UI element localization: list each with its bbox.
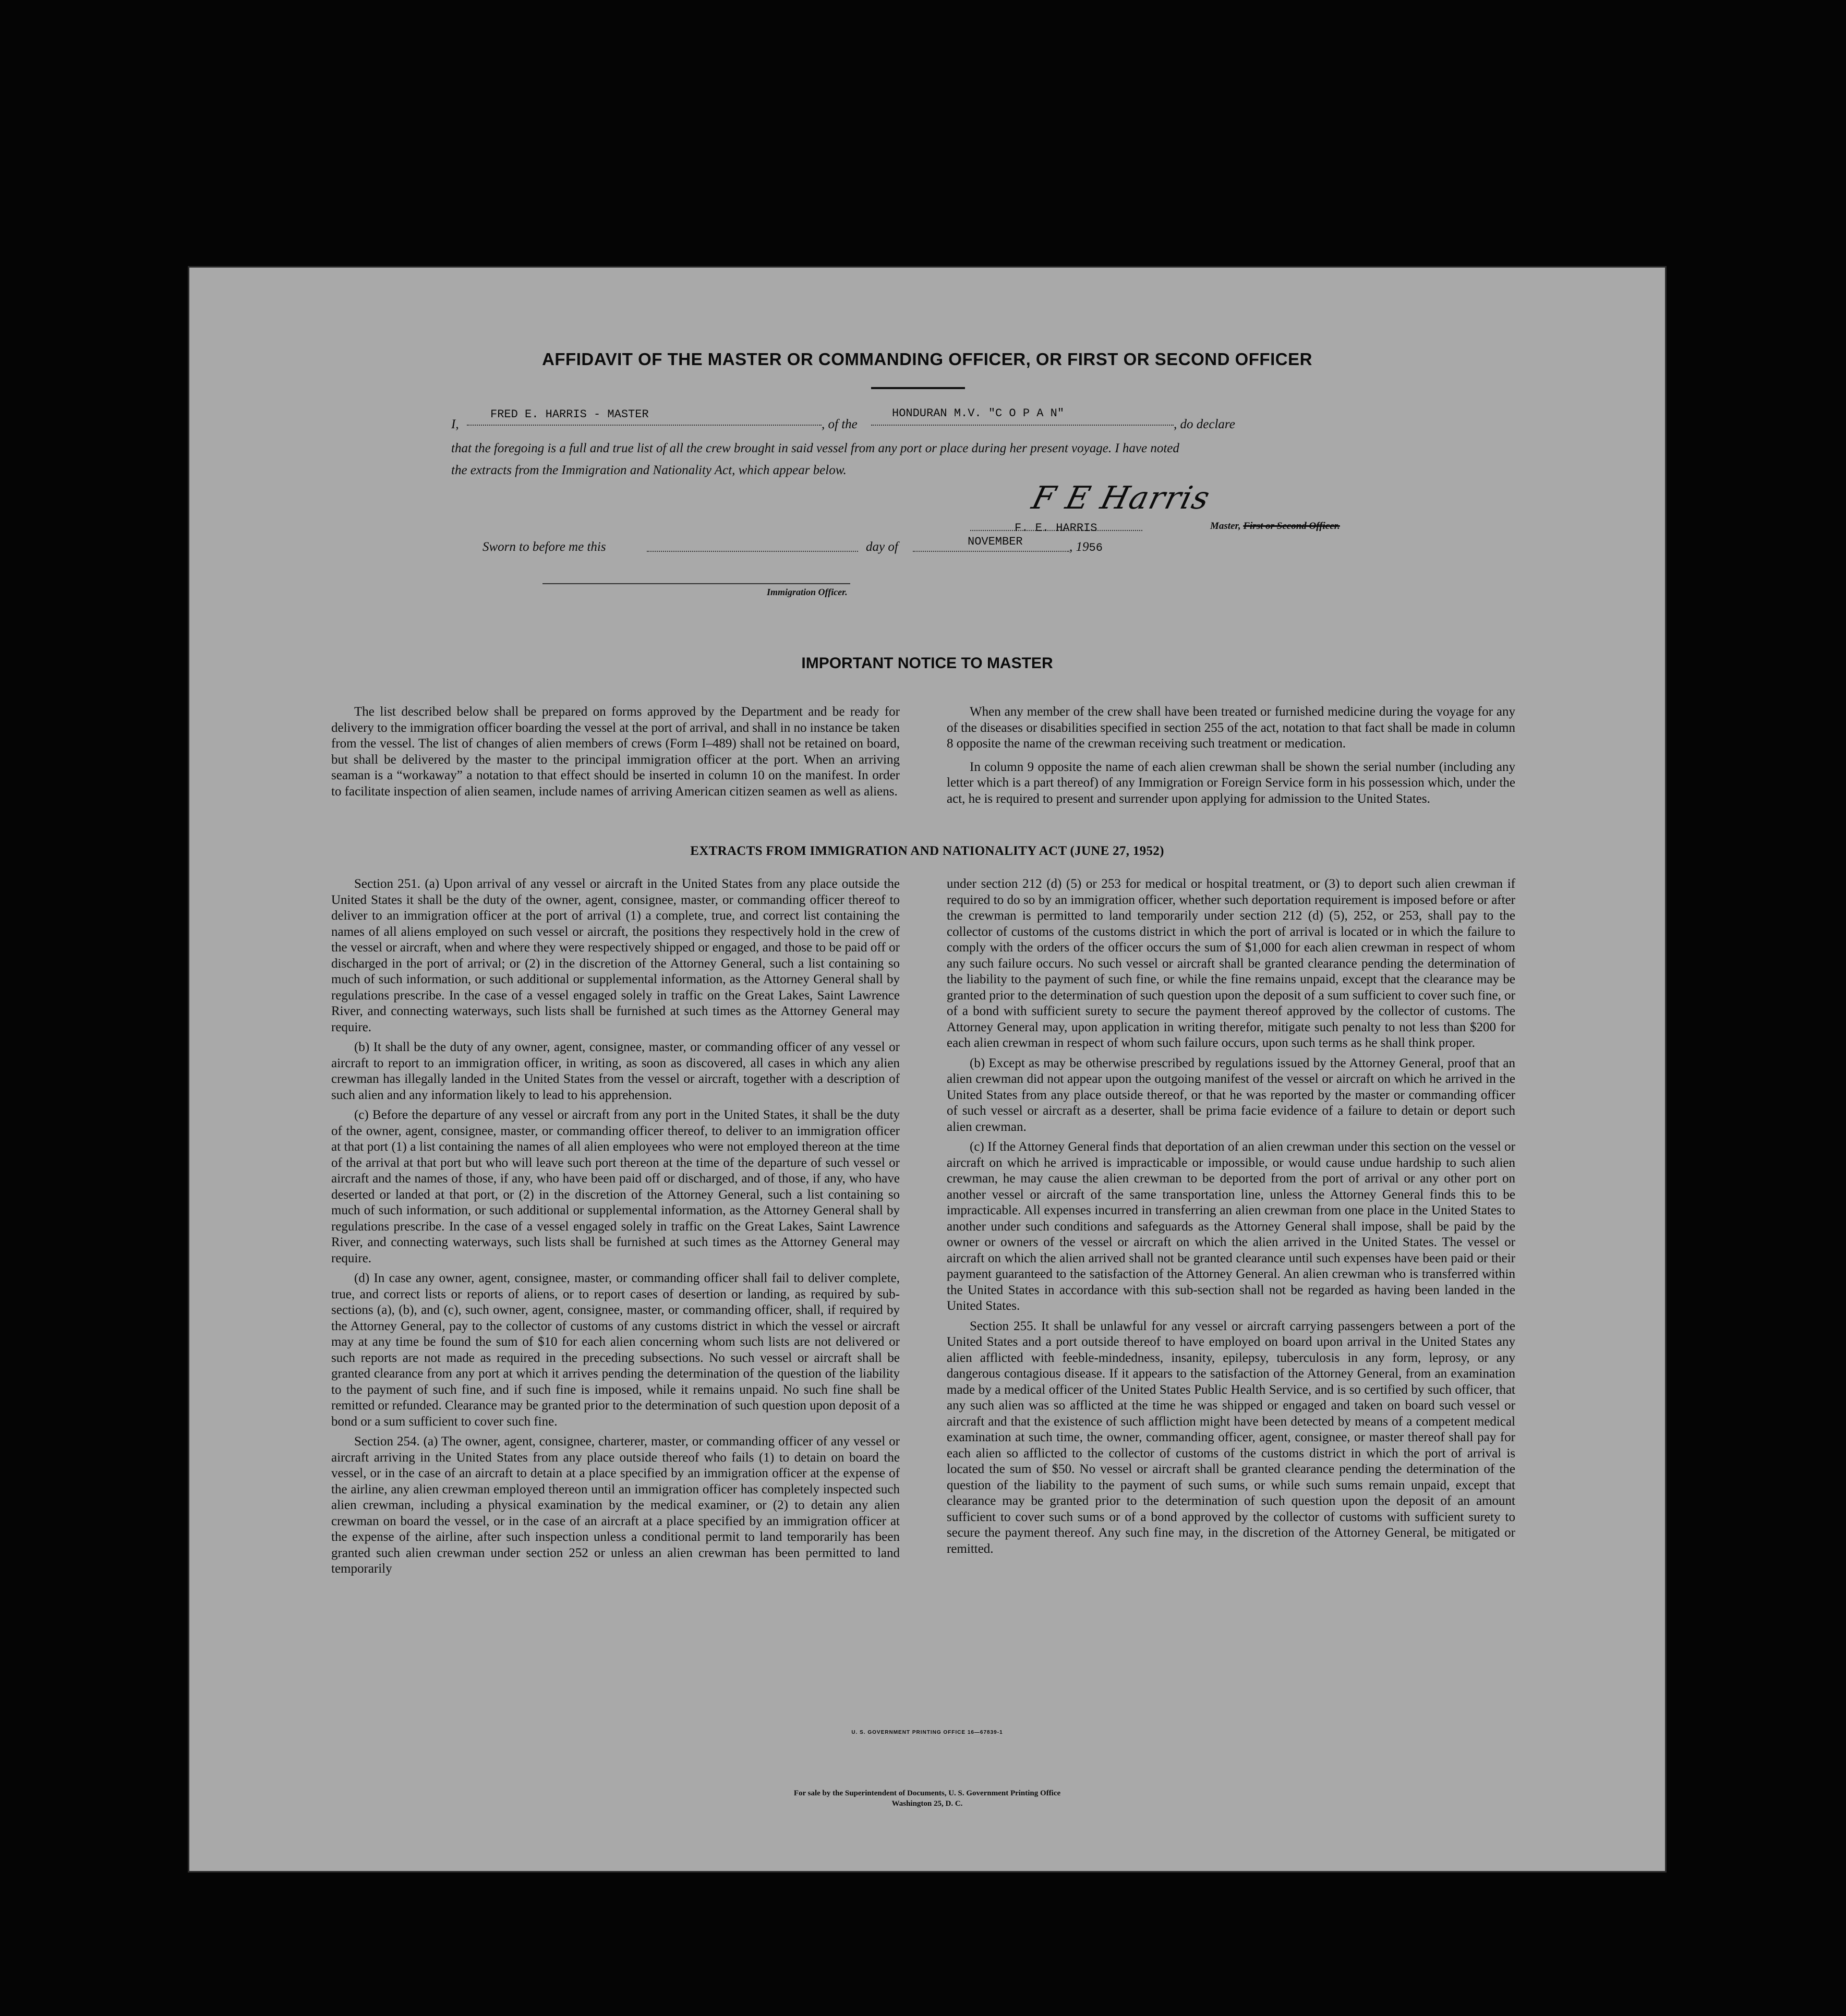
extracts-title: EXTRACTS FROM IMMIGRATION AND NATIONALITY ACT (JUNE 27, 1952): [690, 844, 1164, 858]
sale-line-2: Washington 25, D. C.: [891, 1800, 963, 1808]
section-251d: (d) In case any owner, agent, consignee, master, or commanding officer shall fail to deliver complete, true, and correct lists or reports of aliens, or to report cases of desertion or landing, as required by sub-sections (a), (b), and (c), such owner, agent, consignee, master, or commanding officer, shall, if required by the Attorney General, pay to the collector of customs of any customs district in which the vessel or aircraft may at any time be found the sum of $10 for each alien concerning whom such lists are not delivered or such reports are not made as required in the preceding subsections. No such vessel or aircraft shall be granted clearance from any port at which it arrives pending the determination of the question of the liability to the payment of such fine, and if such fine is imposed, while it remains unpaid. No such fine shall be remitted or refunded. Clearance may be granted prior to the determination of such question upon deposit of a bond or a sum sufficient to cover such fine.: [331, 1271, 900, 1429]
of-the-label: , of the: [822, 417, 858, 431]
month-value: NOVEMBER: [968, 535, 1023, 548]
master-word: Master,: [1210, 521, 1241, 532]
notice-left-paragraph: The list described below shall be prepared on forms approved by the Department and be ready for delivery to the immigration officer boarding the vessel at the port of arrival, and shall in no instance be taken from the vessel. The list of changes of alien members of crews (Form I–489) shall not be retained on board, but shall be delivered by the master to the principal immigration officer at the port. When an arriving seaman is a “workaway” a notation to that effect should be inserted in column 10 on the manifest. In order to facilitate inspection of alien seamen, include names of arriving American citizen seamen as well as aliens.: [331, 705, 900, 799]
section-254a-continued: under section 212 (d) (5) or 253 for medical or hospital treatment, or (3) to deport such alien crewman if required to do so by an immigration officer, whether such deportation requirement is imposed before or after the crewman is permitted to land temporarily under section 212 (d) (5), 252, or 253, shall pay to the collector of customs of the customs district in which the port of arrival is located or in which the failure to comply with the orders of the officer occurs the sum of $1,000 for each alien crewman in respect of whom any such failure occurs. No such vessel or aircraft shall be granted clearance pending the determination of the liability to the payment of such fine, or while the fine remains unpaid, except that the clearance may be granted prior to the determination of such question upon the deposit of a sum sufficient to cover such fine, or of a bond with sufficient surety to secure the payment thereof approved by the collector of customs. The Attorney General may, upon application in writing therefor, mitigate such penalty to not less than $200 for each alien crewman in respect of whom such failure occurs, upon such terms as he shall think proper.: [947, 877, 1515, 1050]
extracts-right-column: [947, 876, 1515, 1557]
extracts-left-column: [331, 876, 900, 1577]
declaration-line-2: that the foregoing is a full and true list of all the crew brought in said vessel from any port or place during her present voyage. I have noted: [451, 441, 1179, 455]
section-254c: (c) If the Attorney General finds that deportation of an alien crewman under this section on the vessel or aircraft on which he arrived is impracticable or impossible, or would cause undue hardship to such alien crewman, he may cause the alien crewman to be deported from the port of arrival or any other port on another vessel or aircraft of the same transportation line, unless the Attorney General finds this to be impracticable. All expenses incurred in transferring an alien crewman from one place in the United States to another under such conditions and safeguards as the Attorney General shall impose, shall be paid by the owner or owners of the vessel or aircraft on which the alien arrived in the United States. The vessel or aircraft on which the alien arrived shall not be granted clearance until such expenses have been paid or their payment guaranteed to the satisfaction of the Attorney General. An alien crewman who is transferred within the United States in accordance with this sub-section shall not be regarded as having been landed in the United States.: [947, 1140, 1515, 1313]
document-page: [188, 266, 1667, 1873]
vessel-field: [871, 407, 1174, 426]
officer-signature-line: [542, 583, 850, 584]
declaration-line-3: the extracts from the Immigration and Nationality Act, which appear below.: [451, 463, 847, 477]
typed-signer: F. E. HARRIS: [1015, 522, 1097, 535]
year-prefix: , 19: [1069, 540, 1089, 554]
sworn-day-field: [647, 536, 858, 552]
year-label: [1069, 540, 1103, 554]
i-label: I,: [451, 417, 459, 431]
printer-imprint: U. S. GOVERNMENT PRINTING OFFICE 16—67839-1: [851, 1730, 1003, 1735]
day-of-label: day of: [866, 540, 898, 554]
notice-title: IMPORTANT NOTICE TO MASTER: [801, 655, 1053, 672]
section-251a: Section 251. (a) Upon arrival of any vessel or aircraft in the United States from any place outside the United States it shall be the duty of the owner, agent, consignee, master, or commanding officer thereof to deliver to an immigration officer at the port of arrival (1) a complete, true, and correct list containing the names of all aliens employed on such vessel or aircraft, the positions they respectively hold in the crew of the vessel or aircraft, when and where they were respectively shipped or engaged, and those to be paid off or discharged in the port of arrival; or (2) in the discretion of the Attorney General, such a list containing so much of such information, or such additional or supplemental information, as the Attorney General shall by regulations prescribe. In the case of a vessel engaged solely in traffic on the Great Lakes, Saint Lawrence River, and connecting waterways, such lists shall be furnished at such times as the Attorney General may require.: [331, 877, 900, 1034]
affidavit-title: AFFIDAVIT OF THE MASTER OR COMMANDING OFFICER, OR FIRST OR SECOND OFFICER: [542, 349, 1312, 369]
year-value: 56: [1089, 541, 1103, 554]
sale-line-1: For sale by the Superintendent of Documents, U. S. Government Printing Office: [793, 1789, 1061, 1797]
master-label: [1210, 521, 1340, 532]
section-254b: (b) Except as may be otherwise prescribed by regulations issued by the Attorney General, proof that an alien crewman did not appear upon the outgoing manifest of the vessel or aircraft on which he arrived in the United States from any place outside thereof, or that he was reported by the master or commanding officer of such vessel or aircraft as a deserter, shall be prima facie evidence of a failure to detain or deport such alien crewman.: [947, 1056, 1515, 1134]
notice-right-column: [947, 704, 1515, 807]
section-251c: (c) Before the departure of any vessel or aircraft from any port in the United States, it shall be the duty of the owner, agent, consignee, master, or commanding officer thereof, to deliver to an immigration officer at that port (1) a list containing the names of all alien employees who were not employed thereon at the time of the arrival at that port but who will leave such port thereon at the time of the departure of such vessel or aircraft and the names of those, if any, who have been paid off or discharged, and of those, if any, who have deserted or landed at that port, or (2) in the discretion of the Attorney General, such a list containing so much of such information, or such additional or supplemental information, as the Attorney General shall by regulations prescribe. In the case of a vessel engaged solely in traffic on the Great Lakes, Saint Lawrence River, and connecting waterways, such lists shall be furnished at such times as the Attorney General may require.: [331, 1108, 900, 1265]
sworn-label: Sworn to before me this: [482, 540, 606, 554]
notice-right-paragraph-2: In column 9 opposite the name of each alien crewman shall be shown the serial number (including any letter which is a part thereof) of any Immigration or Foreign Service form in his possession which, under the act, he is required to present and surrender upon applying for admission to the United States.: [947, 759, 1515, 806]
handwritten-signature: F E Harris: [1028, 480, 1214, 516]
section-251b: (b) It shall be the duty of any owner, agent, consignee, master, or commanding officer of any vessel or aircraft to report to an immigration officer, in writing, as soon as discovered, all cases in which any alien crewman has illegally landed in the United States from the vessel or aircraft, together with a description of such alien and any information likely to lead to his apprehension.: [331, 1040, 900, 1102]
bleed-through-text: [1221, 285, 1648, 342]
name-field: [467, 407, 822, 426]
notice-left-column: [331, 704, 900, 800]
struck-officer-text: First or Second Officer.: [1243, 521, 1340, 532]
immigration-officer-label: Immigration Officer.: [767, 587, 848, 597]
do-declare-label: , do declare: [1174, 417, 1235, 431]
section-254a: Section 254. (a) The owner, agent, consignee, charterer, master, or commanding officer of any vessel or aircraft arriving in the United States from any place outside thereof who fails (1) to detain on board the vessel, or in the case of an aircraft to detain at a place specified by an immigration officer at the expense of the airline, any alien crewman employed thereon until an immigration officer has completely inspected such alien crewman, including a physical examination by the medical examiner, or (2) to detain any alien crewman on board the vessel, or in the case of an aircraft at a place specified by an immigration officer at the expense of the airline, after such inspection unless a conditional permit to land temporarily has been granted such alien crewman under section 252 or unless an alien crewman has been permitted to land temporarily: [331, 1434, 900, 1576]
vessel-value: HONDURAN M.V. "C O P A N": [892, 407, 1065, 420]
master-name-value: FRED E. HARRIS - MASTER: [490, 408, 649, 421]
notice-right-paragraph-1: When any member of the crew shall have been treated or furnished medicine during the voyage for any of the diseases or disabilities specified in section 255 of the act, notation to that fact shall be made in column 8 opposite the name of the crewman receiving such treatment or medication.: [947, 705, 1515, 751]
title-divider: [871, 387, 965, 389]
section-255: Section 255. It shall be unlawful for any vessel or aircraft carrying passengers between a port of the United States and a port outside thereof to have employed on board upon arrival in the United States any alien afflicted with feeble-mindedness, insanity, epilepsy, tuberculosis in any form, leprosy, or any dangerous contagious disease. If it appears to the satisfaction of the Attorney General, from an examination made by a medical officer of the United States Public Health Service, and is so certified by such officer, that any such alien was so afflicted at the time he was shipped or engaged and taken on board such vessel or aircraft and that the existence of such affliction might have been detected by means of a competent medical examination at such time, the owner, commanding officer, agent, consignee, or master thereof shall pay for each alien so afflicted to the collector of customs of the customs district in which the port of arrival is located the sum of $50. No vessel or aircraft shall be granted clearance pending the determination of the question of the liability to the payment of such sums, or while such sums remain unpaid, except that clearance may be granted prior to the determination of such question upon the deposit of an amount sufficient to cover such sums or of a bond approved by the collector of customs with sufficient surety to secure the payment thereof. Any such fine may, in the discretion of the Attorney General, be mitigated or remitted.: [947, 1319, 1515, 1556]
month-field: [913, 534, 1069, 552]
sale-notice: [188, 1788, 1667, 1809]
